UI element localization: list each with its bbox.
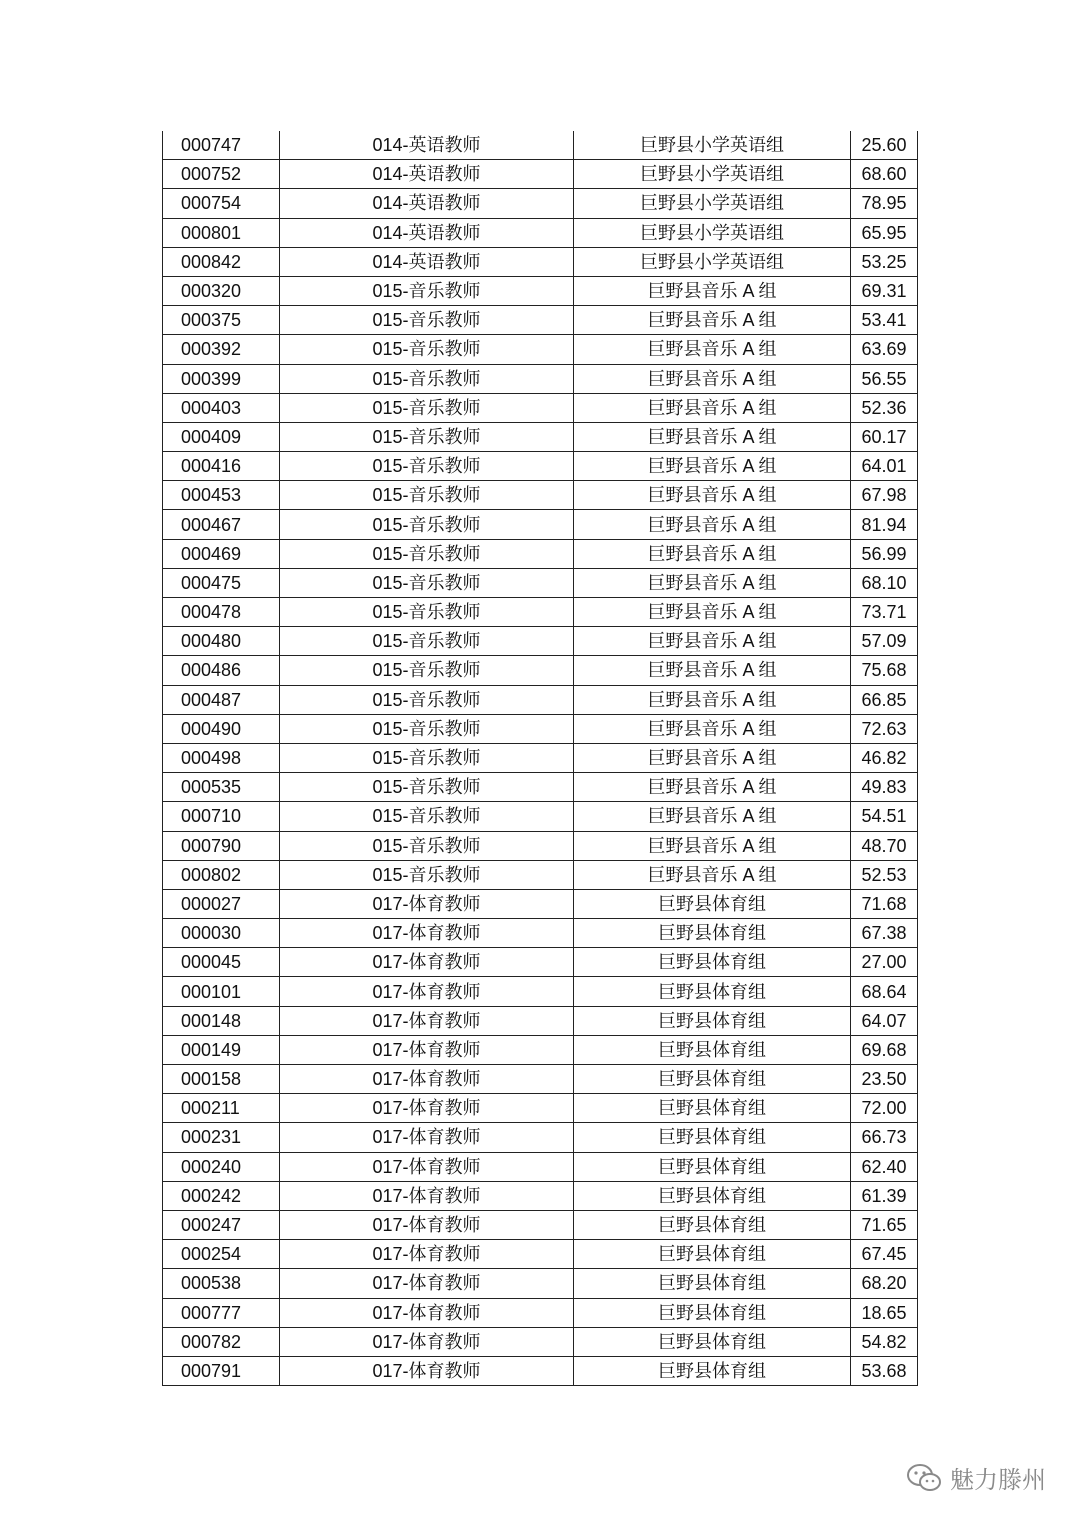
score-cell: 52.53 bbox=[851, 860, 918, 889]
score-cell: 53.68 bbox=[851, 1356, 918, 1385]
group-cell: 巨野县体育组 bbox=[574, 1094, 851, 1123]
candidate-id-cell: 000801 bbox=[163, 218, 280, 247]
table-row bbox=[163, 1327, 918, 1356]
group-cell: 巨野县音乐 A 组 bbox=[574, 656, 851, 685]
score-cell: 67.45 bbox=[851, 1240, 918, 1269]
group-cell: 巨野县音乐 A 组 bbox=[574, 276, 851, 305]
score-cell: 53.41 bbox=[851, 306, 918, 335]
candidate-id-cell: 000254 bbox=[163, 1240, 280, 1269]
score-cell: 27.00 bbox=[851, 948, 918, 977]
score-cell: 48.70 bbox=[851, 831, 918, 860]
wechat-icon bbox=[906, 1463, 942, 1493]
table-row bbox=[163, 1035, 918, 1064]
position-cell: 015-音乐教师 bbox=[280, 656, 574, 685]
table-row bbox=[163, 1065, 918, 1094]
position-cell: 015-音乐教师 bbox=[280, 276, 574, 305]
position-cell: 014-英语教师 bbox=[280, 218, 574, 247]
group-cell: 巨野县音乐 A 组 bbox=[574, 860, 851, 889]
position-cell: 015-音乐教师 bbox=[280, 393, 574, 422]
group-cell: 巨野县体育组 bbox=[574, 1181, 851, 1210]
table-row bbox=[163, 131, 918, 160]
group-cell: 巨野县音乐 A 组 bbox=[574, 422, 851, 451]
position-cell: 015-音乐教师 bbox=[280, 568, 574, 597]
candidate-id-cell: 000754 bbox=[163, 189, 280, 218]
position-cell: 015-音乐教师 bbox=[280, 802, 574, 831]
group-cell: 巨野县体育组 bbox=[574, 1356, 851, 1385]
group-cell: 巨野县体育组 bbox=[574, 1035, 851, 1064]
candidate-id-cell: 000752 bbox=[163, 160, 280, 189]
candidate-id-cell: 000027 bbox=[163, 889, 280, 918]
candidate-id-cell: 000375 bbox=[163, 306, 280, 335]
group-cell: 巨野县音乐 A 组 bbox=[574, 539, 851, 568]
score-cell: 18.65 bbox=[851, 1298, 918, 1327]
candidate-id-cell: 000242 bbox=[163, 1181, 280, 1210]
score-cell: 61.39 bbox=[851, 1181, 918, 1210]
candidate-id-cell: 000710 bbox=[163, 802, 280, 831]
table-row bbox=[163, 1298, 918, 1327]
group-cell: 巨野县小学英语组 bbox=[574, 131, 851, 160]
candidate-id-cell: 000240 bbox=[163, 1152, 280, 1181]
candidate-id-cell: 000538 bbox=[163, 1269, 280, 1298]
score-cell: 72.00 bbox=[851, 1094, 918, 1123]
group-cell: 巨野县音乐 A 组 bbox=[574, 627, 851, 656]
group-cell: 巨野县小学英语组 bbox=[574, 189, 851, 218]
position-cell: 017-体育教师 bbox=[280, 1035, 574, 1064]
table-body bbox=[163, 131, 918, 1386]
score-cell: 68.64 bbox=[851, 977, 918, 1006]
position-cell: 017-体育教师 bbox=[280, 1210, 574, 1239]
table-row bbox=[163, 1240, 918, 1269]
candidate-id-cell: 000498 bbox=[163, 743, 280, 772]
score-cell: 81.94 bbox=[851, 510, 918, 539]
table-row bbox=[163, 481, 918, 510]
group-cell: 巨野县音乐 A 组 bbox=[574, 364, 851, 393]
score-cell: 69.68 bbox=[851, 1035, 918, 1064]
position-cell: 017-体育教师 bbox=[280, 1298, 574, 1327]
group-cell: 巨野县体育组 bbox=[574, 889, 851, 918]
candidate-id-cell: 000791 bbox=[163, 1356, 280, 1385]
score-cell: 67.98 bbox=[851, 481, 918, 510]
position-cell: 017-体育教师 bbox=[280, 1094, 574, 1123]
score-cell: 72.63 bbox=[851, 714, 918, 743]
position-cell: 017-体育教师 bbox=[280, 1181, 574, 1210]
candidate-id-cell: 000790 bbox=[163, 831, 280, 860]
position-cell: 015-音乐教师 bbox=[280, 743, 574, 772]
candidate-id-cell: 000409 bbox=[163, 422, 280, 451]
score-cell: 66.73 bbox=[851, 1123, 918, 1152]
table-row bbox=[163, 160, 918, 189]
group-cell: 巨野县音乐 A 组 bbox=[574, 773, 851, 802]
group-cell: 巨野县音乐 A 组 bbox=[574, 831, 851, 860]
group-cell: 巨野县体育组 bbox=[574, 1210, 851, 1239]
table-row bbox=[163, 1152, 918, 1181]
score-cell: 66.85 bbox=[851, 685, 918, 714]
position-cell: 017-体育教师 bbox=[280, 1123, 574, 1152]
score-cell: 54.82 bbox=[851, 1327, 918, 1356]
score-cell: 68.20 bbox=[851, 1269, 918, 1298]
score-cell: 23.50 bbox=[851, 1065, 918, 1094]
score-cell: 68.10 bbox=[851, 568, 918, 597]
group-cell: 巨野县音乐 A 组 bbox=[574, 393, 851, 422]
group-cell: 巨野县音乐 A 组 bbox=[574, 714, 851, 743]
candidate-id-cell: 000469 bbox=[163, 539, 280, 568]
candidate-id-cell: 000149 bbox=[163, 1035, 280, 1064]
score-cell: 46.82 bbox=[851, 743, 918, 772]
table-row bbox=[163, 948, 918, 977]
position-cell: 017-体育教师 bbox=[280, 1269, 574, 1298]
position-cell: 015-音乐教师 bbox=[280, 306, 574, 335]
score-cell: 53.25 bbox=[851, 247, 918, 276]
position-cell: 015-音乐教师 bbox=[280, 773, 574, 802]
candidate-id-cell: 000403 bbox=[163, 393, 280, 422]
candidate-id-cell: 000535 bbox=[163, 773, 280, 802]
candidate-id-cell: 000478 bbox=[163, 598, 280, 627]
candidate-id-cell: 000211 bbox=[163, 1094, 280, 1123]
table-row bbox=[163, 1181, 918, 1210]
table-row bbox=[163, 743, 918, 772]
table-row bbox=[163, 568, 918, 597]
position-cell: 015-音乐教师 bbox=[280, 510, 574, 539]
group-cell: 巨野县体育组 bbox=[574, 1006, 851, 1035]
score-cell: 25.60 bbox=[851, 131, 918, 160]
table-row bbox=[163, 1123, 918, 1152]
group-cell: 巨野县体育组 bbox=[574, 1240, 851, 1269]
position-cell: 017-体育教师 bbox=[280, 948, 574, 977]
table-row bbox=[163, 452, 918, 481]
candidate-id-cell: 000148 bbox=[163, 1006, 280, 1035]
candidate-id-cell: 000490 bbox=[163, 714, 280, 743]
table-row bbox=[163, 802, 918, 831]
score-cell: 75.68 bbox=[851, 656, 918, 685]
candidate-id-cell: 000842 bbox=[163, 247, 280, 276]
group-cell: 巨野县体育组 bbox=[574, 1065, 851, 1094]
score-cell: 68.60 bbox=[851, 160, 918, 189]
position-cell: 014-英语教师 bbox=[280, 160, 574, 189]
table-row bbox=[163, 714, 918, 743]
group-cell: 巨野县音乐 A 组 bbox=[574, 598, 851, 627]
table-row bbox=[163, 1210, 918, 1239]
score-cell: 78.95 bbox=[851, 189, 918, 218]
table-row bbox=[163, 189, 918, 218]
candidate-id-cell: 000782 bbox=[163, 1327, 280, 1356]
table-row bbox=[163, 627, 918, 656]
position-cell: 015-音乐教师 bbox=[280, 860, 574, 889]
table-row bbox=[163, 598, 918, 627]
table-row bbox=[163, 247, 918, 276]
group-cell: 巨野县体育组 bbox=[574, 1269, 851, 1298]
position-cell: 014-英语教师 bbox=[280, 131, 574, 160]
watermark bbox=[906, 1460, 1046, 1495]
position-cell: 015-音乐教师 bbox=[280, 714, 574, 743]
table-row bbox=[163, 1269, 918, 1298]
score-cell: 64.01 bbox=[851, 452, 918, 481]
table-row bbox=[163, 889, 918, 918]
table-row bbox=[163, 364, 918, 393]
table-row bbox=[163, 1094, 918, 1123]
position-cell: 015-音乐教师 bbox=[280, 481, 574, 510]
candidate-id-cell: 000416 bbox=[163, 452, 280, 481]
candidate-id-cell: 000777 bbox=[163, 1298, 280, 1327]
candidate-id-cell: 000247 bbox=[163, 1210, 280, 1239]
position-cell: 017-体育教师 bbox=[280, 889, 574, 918]
position-cell: 015-音乐教师 bbox=[280, 364, 574, 393]
group-cell: 巨野县音乐 A 组 bbox=[574, 685, 851, 714]
candidate-id-cell: 000475 bbox=[163, 568, 280, 597]
score-cell: 52.36 bbox=[851, 393, 918, 422]
score-cell: 71.68 bbox=[851, 889, 918, 918]
position-cell: 015-音乐教师 bbox=[280, 598, 574, 627]
group-cell: 巨野县音乐 A 组 bbox=[574, 743, 851, 772]
group-cell: 巨野县音乐 A 组 bbox=[574, 306, 851, 335]
position-cell: 015-音乐教师 bbox=[280, 335, 574, 364]
candidate-id-cell: 000747 bbox=[163, 131, 280, 160]
group-cell: 巨野县音乐 A 组 bbox=[574, 510, 851, 539]
table-row bbox=[163, 539, 918, 568]
candidate-id-cell: 000802 bbox=[163, 860, 280, 889]
position-cell: 017-体育教师 bbox=[280, 919, 574, 948]
position-cell: 017-体育教师 bbox=[280, 1356, 574, 1385]
table-row bbox=[163, 218, 918, 247]
candidate-id-cell: 000480 bbox=[163, 627, 280, 656]
group-cell: 巨野县体育组 bbox=[574, 948, 851, 977]
position-cell: 015-音乐教师 bbox=[280, 422, 574, 451]
candidate-id-cell: 000030 bbox=[163, 919, 280, 948]
score-cell: 63.69 bbox=[851, 335, 918, 364]
group-cell: 巨野县体育组 bbox=[574, 919, 851, 948]
position-cell: 017-体育教师 bbox=[280, 977, 574, 1006]
score-cell: 69.31 bbox=[851, 276, 918, 305]
table-row bbox=[163, 422, 918, 451]
position-cell: 017-体育教师 bbox=[280, 1006, 574, 1035]
position-cell: 017-体育教师 bbox=[280, 1327, 574, 1356]
position-cell: 014-英语教师 bbox=[280, 247, 574, 276]
score-cell: 67.38 bbox=[851, 919, 918, 948]
watermark-text: 魅力滕州 bbox=[950, 1466, 1046, 1494]
table-row bbox=[163, 685, 918, 714]
score-cell: 54.51 bbox=[851, 802, 918, 831]
score-cell: 56.99 bbox=[851, 539, 918, 568]
group-cell: 巨野县音乐 A 组 bbox=[574, 481, 851, 510]
table-row bbox=[163, 831, 918, 860]
group-cell: 巨野县体育组 bbox=[574, 1152, 851, 1181]
candidate-id-cell: 000467 bbox=[163, 510, 280, 539]
group-cell: 巨野县小学英语组 bbox=[574, 160, 851, 189]
position-cell: 015-音乐教师 bbox=[280, 452, 574, 481]
position-cell: 017-体育教师 bbox=[280, 1065, 574, 1094]
group-cell: 巨野县体育组 bbox=[574, 1327, 851, 1356]
position-cell: 015-音乐教师 bbox=[280, 627, 574, 656]
score-cell: 57.09 bbox=[851, 627, 918, 656]
table-row bbox=[163, 773, 918, 802]
group-cell: 巨野县音乐 A 组 bbox=[574, 335, 851, 364]
score-cell: 64.07 bbox=[851, 1006, 918, 1035]
score-cell: 49.83 bbox=[851, 773, 918, 802]
table-row bbox=[163, 306, 918, 335]
score-table bbox=[162, 131, 918, 1386]
score-cell: 71.65 bbox=[851, 1210, 918, 1239]
table-row bbox=[163, 510, 918, 539]
table-row bbox=[163, 1356, 918, 1385]
candidate-id-cell: 000045 bbox=[163, 948, 280, 977]
table-row bbox=[163, 393, 918, 422]
score-cell: 73.71 bbox=[851, 598, 918, 627]
group-cell: 巨野县体育组 bbox=[574, 1298, 851, 1327]
group-cell: 巨野县音乐 A 组 bbox=[574, 802, 851, 831]
candidate-id-cell: 000320 bbox=[163, 276, 280, 305]
score-cell: 65.95 bbox=[851, 218, 918, 247]
group-cell: 巨野县体育组 bbox=[574, 977, 851, 1006]
table-row bbox=[163, 335, 918, 364]
candidate-id-cell: 000101 bbox=[163, 977, 280, 1006]
table-row bbox=[163, 276, 918, 305]
position-cell: 017-体育教师 bbox=[280, 1240, 574, 1269]
candidate-id-cell: 000486 bbox=[163, 656, 280, 685]
position-cell: 015-音乐教师 bbox=[280, 539, 574, 568]
table-row bbox=[163, 656, 918, 685]
score-cell: 62.40 bbox=[851, 1152, 918, 1181]
table-row bbox=[163, 860, 918, 889]
candidate-id-cell: 000487 bbox=[163, 685, 280, 714]
group-cell: 巨野县音乐 A 组 bbox=[574, 568, 851, 597]
group-cell: 巨野县小学英语组 bbox=[574, 247, 851, 276]
position-cell: 014-英语教师 bbox=[280, 189, 574, 218]
table-row bbox=[163, 1006, 918, 1035]
candidate-id-cell: 000158 bbox=[163, 1065, 280, 1094]
position-cell: 015-音乐教师 bbox=[280, 831, 574, 860]
position-cell: 017-体育教师 bbox=[280, 1152, 574, 1181]
group-cell: 巨野县体育组 bbox=[574, 1123, 851, 1152]
position-cell: 015-音乐教师 bbox=[280, 685, 574, 714]
candidate-id-cell: 000453 bbox=[163, 481, 280, 510]
group-cell: 巨野县音乐 A 组 bbox=[574, 452, 851, 481]
score-cell: 60.17 bbox=[851, 422, 918, 451]
candidate-id-cell: 000392 bbox=[163, 335, 280, 364]
group-cell: 巨野县小学英语组 bbox=[574, 218, 851, 247]
table-row bbox=[163, 919, 918, 948]
candidate-id-cell: 000399 bbox=[163, 364, 280, 393]
candidate-id-cell: 000231 bbox=[163, 1123, 280, 1152]
table-row bbox=[163, 977, 918, 1006]
score-cell: 56.55 bbox=[851, 364, 918, 393]
